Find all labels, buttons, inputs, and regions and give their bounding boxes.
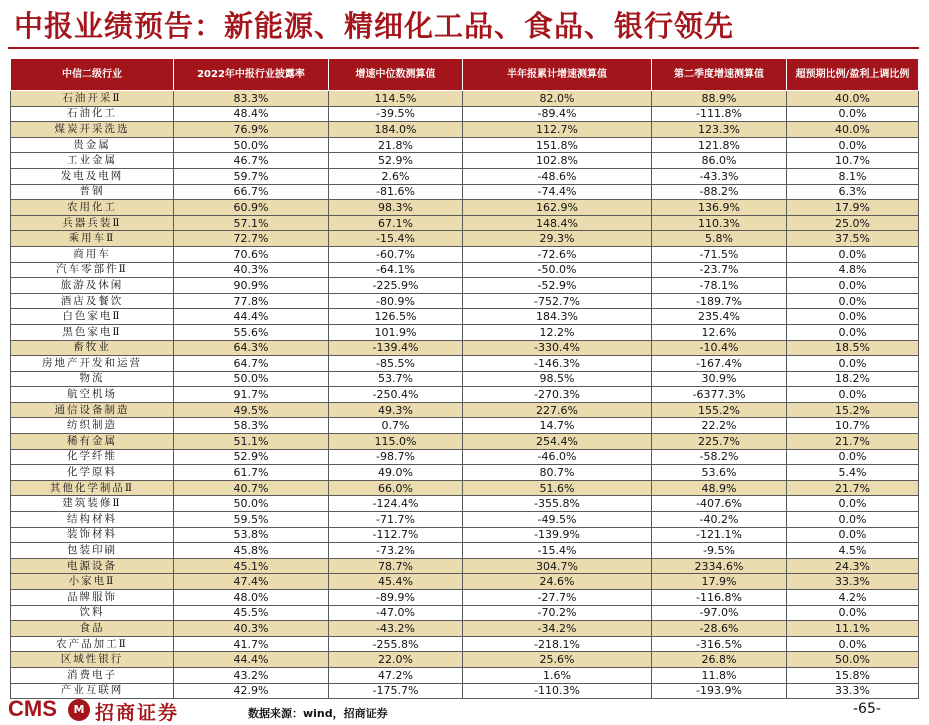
cell-disclosure-rate: 45.5% bbox=[174, 605, 329, 621]
cell-beat-ratio: 21.7% bbox=[787, 480, 919, 496]
cell-h1-growth: 162.9% bbox=[463, 200, 652, 216]
table-row bbox=[11, 465, 919, 481]
cell-q2-growth: -193.9% bbox=[652, 683, 787, 699]
cell-q2-growth: 26.8% bbox=[652, 652, 787, 668]
cell-median-growth: 49.0% bbox=[329, 465, 463, 481]
cell-h1-growth: 227.6% bbox=[463, 402, 652, 418]
cell-h1-growth: -74.4% bbox=[463, 184, 652, 200]
cell-q2-growth: 121.8% bbox=[652, 137, 787, 153]
cell-industry: 白色家电Ⅱ bbox=[11, 309, 174, 325]
cell-industry: 装饰材料 bbox=[11, 527, 174, 543]
cell-median-growth: 22.0% bbox=[329, 652, 463, 668]
table-row bbox=[11, 293, 919, 309]
cell-beat-ratio: 0.0% bbox=[787, 246, 919, 262]
cell-median-growth: -60.7% bbox=[329, 246, 463, 262]
cell-industry: 稀有金属 bbox=[11, 434, 174, 450]
cell-disclosure-rate: 50.0% bbox=[174, 137, 329, 153]
cell-h1-growth: 24.6% bbox=[463, 574, 652, 590]
table-row bbox=[11, 371, 919, 387]
header-disclosure-rate: 2022年中报行业披露率 bbox=[174, 59, 329, 91]
cell-industry: 饮料 bbox=[11, 605, 174, 621]
cell-h1-growth: -27.7% bbox=[463, 590, 652, 606]
cell-industry: 石油开采Ⅱ bbox=[11, 91, 174, 107]
table-row bbox=[11, 402, 919, 418]
footer bbox=[0, 697, 929, 724]
cell-beat-ratio: 8.1% bbox=[787, 168, 919, 184]
cell-industry: 包装印刷 bbox=[11, 543, 174, 559]
cell-h1-growth: 80.7% bbox=[463, 465, 652, 481]
cell-industry: 物流 bbox=[11, 371, 174, 387]
cell-disclosure-rate: 83.3% bbox=[174, 91, 329, 107]
cell-h1-growth: 151.8% bbox=[463, 137, 652, 153]
cell-disclosure-rate: 42.9% bbox=[174, 683, 329, 699]
cell-median-growth: 66.0% bbox=[329, 480, 463, 496]
cell-beat-ratio: 10.7% bbox=[787, 153, 919, 169]
cell-disclosure-rate: 48.4% bbox=[174, 106, 329, 122]
cell-q2-growth: 30.9% bbox=[652, 371, 787, 387]
cell-beat-ratio: 21.7% bbox=[787, 434, 919, 450]
cell-beat-ratio: 4.8% bbox=[787, 262, 919, 278]
cell-disclosure-rate: 57.1% bbox=[174, 215, 329, 231]
cell-median-growth: -80.9% bbox=[329, 293, 463, 309]
table-row bbox=[11, 184, 919, 200]
cell-h1-growth: 29.3% bbox=[463, 231, 652, 247]
cell-industry: 发电及电网 bbox=[11, 168, 174, 184]
cell-median-growth: 115.0% bbox=[329, 434, 463, 450]
cell-median-growth: 78.7% bbox=[329, 558, 463, 574]
data-source: 数据来源：wind，招商证券 bbox=[248, 707, 388, 720]
cell-median-growth: -71.7% bbox=[329, 512, 463, 528]
cell-median-growth: -43.2% bbox=[329, 621, 463, 637]
cell-h1-growth: 184.3% bbox=[463, 309, 652, 325]
cell-disclosure-rate: 48.0% bbox=[174, 590, 329, 606]
cell-h1-growth: -110.3% bbox=[463, 683, 652, 699]
cell-industry: 食品 bbox=[11, 621, 174, 637]
cell-beat-ratio: 0.0% bbox=[787, 512, 919, 528]
cell-industry: 品牌服饰 bbox=[11, 590, 174, 606]
cell-h1-growth: -15.4% bbox=[463, 543, 652, 559]
cell-median-growth: 184.0% bbox=[329, 122, 463, 138]
table-row bbox=[11, 667, 919, 683]
cell-q2-growth: 225.7% bbox=[652, 434, 787, 450]
cell-q2-growth: 235.4% bbox=[652, 309, 787, 325]
cell-beat-ratio: 33.3% bbox=[787, 574, 919, 590]
cell-beat-ratio: 0.0% bbox=[787, 106, 919, 122]
cell-beat-ratio: 37.5% bbox=[787, 231, 919, 247]
cell-median-growth: -47.0% bbox=[329, 605, 463, 621]
cell-beat-ratio: 0.0% bbox=[787, 605, 919, 621]
cell-q2-growth: 2334.6% bbox=[652, 558, 787, 574]
cell-h1-growth: -89.4% bbox=[463, 106, 652, 122]
table-row bbox=[11, 262, 919, 278]
cell-disclosure-rate: 43.2% bbox=[174, 667, 329, 683]
table-row bbox=[11, 558, 919, 574]
cell-median-growth: 52.9% bbox=[329, 153, 463, 169]
table-row bbox=[11, 153, 919, 169]
cell-median-growth: 21.8% bbox=[329, 137, 463, 153]
cell-q2-growth: 88.9% bbox=[652, 91, 787, 107]
cell-beat-ratio: 18.2% bbox=[787, 371, 919, 387]
table-row bbox=[11, 496, 919, 512]
cell-h1-growth: -52.9% bbox=[463, 278, 652, 294]
cell-industry: 化学原料 bbox=[11, 465, 174, 481]
cell-disclosure-rate: 47.4% bbox=[174, 574, 329, 590]
cell-q2-growth: -23.7% bbox=[652, 262, 787, 278]
cell-q2-growth: -116.8% bbox=[652, 590, 787, 606]
cell-disclosure-rate: 59.5% bbox=[174, 512, 329, 528]
cell-disclosure-rate: 77.8% bbox=[174, 293, 329, 309]
cell-q2-growth: 5.8% bbox=[652, 231, 787, 247]
cell-beat-ratio: 33.3% bbox=[787, 683, 919, 699]
cell-industry: 贵金属 bbox=[11, 137, 174, 153]
cell-h1-growth: -34.2% bbox=[463, 621, 652, 637]
cell-industry: 兵器兵装Ⅱ bbox=[11, 215, 174, 231]
cell-h1-growth: 254.4% bbox=[463, 434, 652, 450]
table-row bbox=[11, 324, 919, 340]
cell-industry: 农用化工 bbox=[11, 200, 174, 216]
table-row bbox=[11, 215, 919, 231]
cell-median-growth: -250.4% bbox=[329, 387, 463, 403]
cell-industry: 工业金属 bbox=[11, 153, 174, 169]
cell-q2-growth: -9.5% bbox=[652, 543, 787, 559]
table-row bbox=[11, 621, 919, 637]
cell-q2-growth: -78.1% bbox=[652, 278, 787, 294]
table-row bbox=[11, 106, 919, 122]
cell-beat-ratio: 50.0% bbox=[787, 652, 919, 668]
cell-q2-growth: -71.5% bbox=[652, 246, 787, 262]
cell-industry: 房地产开发和运营 bbox=[11, 356, 174, 372]
cell-beat-ratio: 15.8% bbox=[787, 667, 919, 683]
logo-cms: CMS bbox=[8, 696, 57, 721]
cell-industry: 消费电子 bbox=[11, 667, 174, 683]
cell-median-growth: -175.7% bbox=[329, 683, 463, 699]
cell-disclosure-rate: 40.7% bbox=[174, 480, 329, 496]
cell-disclosure-rate: 55.6% bbox=[174, 324, 329, 340]
cell-median-growth: -15.4% bbox=[329, 231, 463, 247]
cell-industry: 航空机场 bbox=[11, 387, 174, 403]
cell-h1-growth: -752.7% bbox=[463, 293, 652, 309]
cell-h1-growth: -146.3% bbox=[463, 356, 652, 372]
cell-h1-growth: 12.2% bbox=[463, 324, 652, 340]
cell-q2-growth: 48.9% bbox=[652, 480, 787, 496]
cell-median-growth: 47.2% bbox=[329, 667, 463, 683]
cell-beat-ratio: 0.0% bbox=[787, 278, 919, 294]
table-row bbox=[11, 480, 919, 496]
table-row bbox=[11, 590, 919, 606]
cell-industry: 黑色家电Ⅱ bbox=[11, 324, 174, 340]
table-row bbox=[11, 652, 919, 668]
cell-disclosure-rate: 41.7% bbox=[174, 636, 329, 652]
cell-h1-growth: 25.6% bbox=[463, 652, 652, 668]
cell-industry: 通信设备制造 bbox=[11, 402, 174, 418]
cell-q2-growth: 86.0% bbox=[652, 153, 787, 169]
cell-disclosure-rate: 70.6% bbox=[174, 246, 329, 262]
cell-industry: 农产品加工Ⅱ bbox=[11, 636, 174, 652]
cell-median-growth: 0.7% bbox=[329, 418, 463, 434]
cell-beat-ratio: 4.5% bbox=[787, 543, 919, 559]
cell-beat-ratio: 0.0% bbox=[787, 449, 919, 465]
cell-q2-growth: 53.6% bbox=[652, 465, 787, 481]
cell-h1-growth: -46.0% bbox=[463, 449, 652, 465]
cell-industry: 商用车 bbox=[11, 246, 174, 262]
table-row bbox=[11, 434, 919, 450]
cell-median-growth: -255.8% bbox=[329, 636, 463, 652]
table-row bbox=[11, 527, 919, 543]
cell-disclosure-rate: 46.7% bbox=[174, 153, 329, 169]
page-number: -65- bbox=[853, 701, 881, 717]
cell-disclosure-rate: 64.3% bbox=[174, 340, 329, 356]
cell-disclosure-rate: 53.8% bbox=[174, 527, 329, 543]
cell-industry: 石油化工 bbox=[11, 106, 174, 122]
table-row bbox=[11, 387, 919, 403]
cell-median-growth: -225.9% bbox=[329, 278, 463, 294]
cell-industry: 化学纤维 bbox=[11, 449, 174, 465]
cell-median-growth: -39.5% bbox=[329, 106, 463, 122]
cell-q2-growth: 22.2% bbox=[652, 418, 787, 434]
cell-q2-growth: 110.3% bbox=[652, 215, 787, 231]
cell-q2-growth: -28.6% bbox=[652, 621, 787, 637]
title-divider bbox=[8, 47, 919, 49]
table-row bbox=[11, 574, 919, 590]
cell-q2-growth: 123.3% bbox=[652, 122, 787, 138]
cell-median-growth: 45.4% bbox=[329, 574, 463, 590]
cell-median-growth: -112.7% bbox=[329, 527, 463, 543]
cell-disclosure-rate: 91.7% bbox=[174, 387, 329, 403]
cell-median-growth: 114.5% bbox=[329, 91, 463, 107]
cell-median-growth: -64.1% bbox=[329, 262, 463, 278]
cell-median-growth: 49.3% bbox=[329, 402, 463, 418]
table-row bbox=[11, 231, 919, 247]
cell-industry: 其他化学制品Ⅱ bbox=[11, 480, 174, 496]
cell-beat-ratio: 0.0% bbox=[787, 496, 919, 512]
cell-industry: 煤炭开采洗选 bbox=[11, 122, 174, 138]
table-row bbox=[11, 605, 919, 621]
cell-h1-growth: 148.4% bbox=[463, 215, 652, 231]
header-h1-growth: 半年报累计增速测算值 bbox=[463, 59, 652, 91]
table-row bbox=[11, 543, 919, 559]
cell-beat-ratio: 0.0% bbox=[787, 324, 919, 340]
cell-h1-growth: -355.8% bbox=[463, 496, 652, 512]
cell-h1-growth: -139.9% bbox=[463, 527, 652, 543]
cell-q2-growth: -40.2% bbox=[652, 512, 787, 528]
table-row bbox=[11, 122, 919, 138]
cell-q2-growth: -111.8% bbox=[652, 106, 787, 122]
cell-disclosure-rate: 45.1% bbox=[174, 558, 329, 574]
cell-beat-ratio: 0.0% bbox=[787, 387, 919, 403]
cell-beat-ratio: 5.4% bbox=[787, 465, 919, 481]
header-q2-growth: 第二季度增速测算值 bbox=[652, 59, 787, 91]
cell-h1-growth: -50.0% bbox=[463, 262, 652, 278]
cell-disclosure-rate: 72.7% bbox=[174, 231, 329, 247]
cell-industry: 乘用车Ⅱ bbox=[11, 231, 174, 247]
cell-industry: 小家电Ⅱ bbox=[11, 574, 174, 590]
cell-disclosure-rate: 50.0% bbox=[174, 496, 329, 512]
cell-disclosure-rate: 59.7% bbox=[174, 168, 329, 184]
cell-q2-growth: 11.8% bbox=[652, 667, 787, 683]
cell-industry: 纺织制造 bbox=[11, 418, 174, 434]
cell-beat-ratio: 40.0% bbox=[787, 122, 919, 138]
cell-median-growth: -124.4% bbox=[329, 496, 463, 512]
cell-q2-growth: -407.6% bbox=[652, 496, 787, 512]
cell-beat-ratio: 40.0% bbox=[787, 91, 919, 107]
cell-disclosure-rate: 60.9% bbox=[174, 200, 329, 216]
cell-beat-ratio: 0.0% bbox=[787, 356, 919, 372]
cell-beat-ratio: 17.9% bbox=[787, 200, 919, 216]
cell-disclosure-rate: 51.1% bbox=[174, 434, 329, 450]
cell-beat-ratio: 6.3% bbox=[787, 184, 919, 200]
cell-disclosure-rate: 44.4% bbox=[174, 652, 329, 668]
cell-median-growth: -81.6% bbox=[329, 184, 463, 200]
cell-industry: 结构材料 bbox=[11, 512, 174, 528]
header-median-growth: 增速中位数测算值 bbox=[329, 59, 463, 91]
cell-median-growth: -73.2% bbox=[329, 543, 463, 559]
table-row bbox=[11, 449, 919, 465]
cell-q2-growth: -121.1% bbox=[652, 527, 787, 543]
table-row bbox=[11, 137, 919, 153]
table-row bbox=[11, 356, 919, 372]
cell-q2-growth: -10.4% bbox=[652, 340, 787, 356]
table-row bbox=[11, 168, 919, 184]
cell-median-growth: -85.5% bbox=[329, 356, 463, 372]
cell-q2-growth: 155.2% bbox=[652, 402, 787, 418]
header-beat-ratio: 超预期比例/盈利上调比例 bbox=[787, 59, 919, 91]
cell-median-growth: 126.5% bbox=[329, 309, 463, 325]
cell-h1-growth: -270.3% bbox=[463, 387, 652, 403]
table-row bbox=[11, 309, 919, 325]
cell-h1-growth: 82.0% bbox=[463, 91, 652, 107]
industry-table bbox=[10, 58, 919, 699]
cell-q2-growth: -88.2% bbox=[652, 184, 787, 200]
cell-h1-growth: -49.5% bbox=[463, 512, 652, 528]
cell-industry: 产业互联网 bbox=[11, 683, 174, 699]
cell-industry: 区域性银行 bbox=[11, 652, 174, 668]
cell-disclosure-rate: 45.8% bbox=[174, 543, 329, 559]
cell-h1-growth: 102.8% bbox=[463, 153, 652, 169]
table-row bbox=[11, 636, 919, 652]
cell-median-growth: -98.7% bbox=[329, 449, 463, 465]
cell-q2-growth: -43.3% bbox=[652, 168, 787, 184]
cell-disclosure-rate: 52.9% bbox=[174, 449, 329, 465]
cell-q2-growth: -6377.3% bbox=[652, 387, 787, 403]
cell-median-growth: -139.4% bbox=[329, 340, 463, 356]
cell-beat-ratio: 4.2% bbox=[787, 590, 919, 606]
cell-h1-growth: -70.2% bbox=[463, 605, 652, 621]
cell-disclosure-rate: 64.7% bbox=[174, 356, 329, 372]
cell-q2-growth: 12.6% bbox=[652, 324, 787, 340]
logo-mark-icon: M bbox=[68, 699, 90, 721]
page-title: 中报业绩预告：新能源、精细化工品、食品、银行领先 bbox=[14, 9, 735, 43]
table-header-row bbox=[11, 59, 919, 91]
logo-cn: 招商证券 bbox=[95, 702, 180, 724]
cell-q2-growth: 136.9% bbox=[652, 200, 787, 216]
cell-median-growth: 2.6% bbox=[329, 168, 463, 184]
cell-q2-growth: -97.0% bbox=[652, 605, 787, 621]
cell-disclosure-rate: 44.4% bbox=[174, 309, 329, 325]
cell-disclosure-rate: 76.9% bbox=[174, 122, 329, 138]
cell-beat-ratio: 24.3% bbox=[787, 558, 919, 574]
cell-industry: 电源设备 bbox=[11, 558, 174, 574]
header-industry: 中信二级行业 bbox=[11, 59, 174, 91]
cell-industry: 汽车零部件Ⅱ bbox=[11, 262, 174, 278]
cell-disclosure-rate: 61.7% bbox=[174, 465, 329, 481]
cell-beat-ratio: 11.1% bbox=[787, 621, 919, 637]
cell-median-growth: 101.9% bbox=[329, 324, 463, 340]
table-row bbox=[11, 512, 919, 528]
cell-h1-growth: -48.6% bbox=[463, 168, 652, 184]
cell-industry: 酒店及餐饮 bbox=[11, 293, 174, 309]
cell-beat-ratio: 0.0% bbox=[787, 309, 919, 325]
cell-h1-growth: 98.5% bbox=[463, 371, 652, 387]
cell-median-growth: 53.7% bbox=[329, 371, 463, 387]
cell-beat-ratio: 0.0% bbox=[787, 527, 919, 543]
cell-q2-growth: -189.7% bbox=[652, 293, 787, 309]
cell-median-growth: 67.1% bbox=[329, 215, 463, 231]
cell-q2-growth: -58.2% bbox=[652, 449, 787, 465]
cell-h1-growth: 304.7% bbox=[463, 558, 652, 574]
cell-beat-ratio: 0.0% bbox=[787, 137, 919, 153]
cell-disclosure-rate: 66.7% bbox=[174, 184, 329, 200]
cell-beat-ratio: 10.7% bbox=[787, 418, 919, 434]
cell-beat-ratio: 0.0% bbox=[787, 293, 919, 309]
cell-beat-ratio: 0.0% bbox=[787, 636, 919, 652]
cell-h1-growth: -330.4% bbox=[463, 340, 652, 356]
cell-industry: 旅游及休闲 bbox=[11, 278, 174, 294]
table-row bbox=[11, 246, 919, 262]
cell-industry: 建筑装修Ⅱ bbox=[11, 496, 174, 512]
cell-q2-growth: 17.9% bbox=[652, 574, 787, 590]
cell-beat-ratio: 18.5% bbox=[787, 340, 919, 356]
cell-disclosure-rate: 40.3% bbox=[174, 262, 329, 278]
cell-q2-growth: -167.4% bbox=[652, 356, 787, 372]
cell-median-growth: -89.9% bbox=[329, 590, 463, 606]
table-row bbox=[11, 91, 919, 107]
cell-h1-growth: -72.6% bbox=[463, 246, 652, 262]
table-row bbox=[11, 200, 919, 216]
cell-disclosure-rate: 40.3% bbox=[174, 621, 329, 637]
cell-disclosure-rate: 49.5% bbox=[174, 402, 329, 418]
cell-disclosure-rate: 58.3% bbox=[174, 418, 329, 434]
cell-disclosure-rate: 90.9% bbox=[174, 278, 329, 294]
cell-beat-ratio: 25.0% bbox=[787, 215, 919, 231]
cell-h1-growth: -218.1% bbox=[463, 636, 652, 652]
cell-h1-growth: 14.7% bbox=[463, 418, 652, 434]
table-row bbox=[11, 340, 919, 356]
cell-beat-ratio: 15.2% bbox=[787, 402, 919, 418]
table-row bbox=[11, 418, 919, 434]
cell-disclosure-rate: 50.0% bbox=[174, 371, 329, 387]
cell-q2-growth: -316.5% bbox=[652, 636, 787, 652]
cell-median-growth: 98.3% bbox=[329, 200, 463, 216]
cell-industry: 畜牧业 bbox=[11, 340, 174, 356]
cell-industry: 普钢 bbox=[11, 184, 174, 200]
cell-h1-growth: 1.6% bbox=[463, 667, 652, 683]
cell-h1-growth: 51.6% bbox=[463, 480, 652, 496]
table-row bbox=[11, 278, 919, 294]
cell-h1-growth: 112.7% bbox=[463, 122, 652, 138]
